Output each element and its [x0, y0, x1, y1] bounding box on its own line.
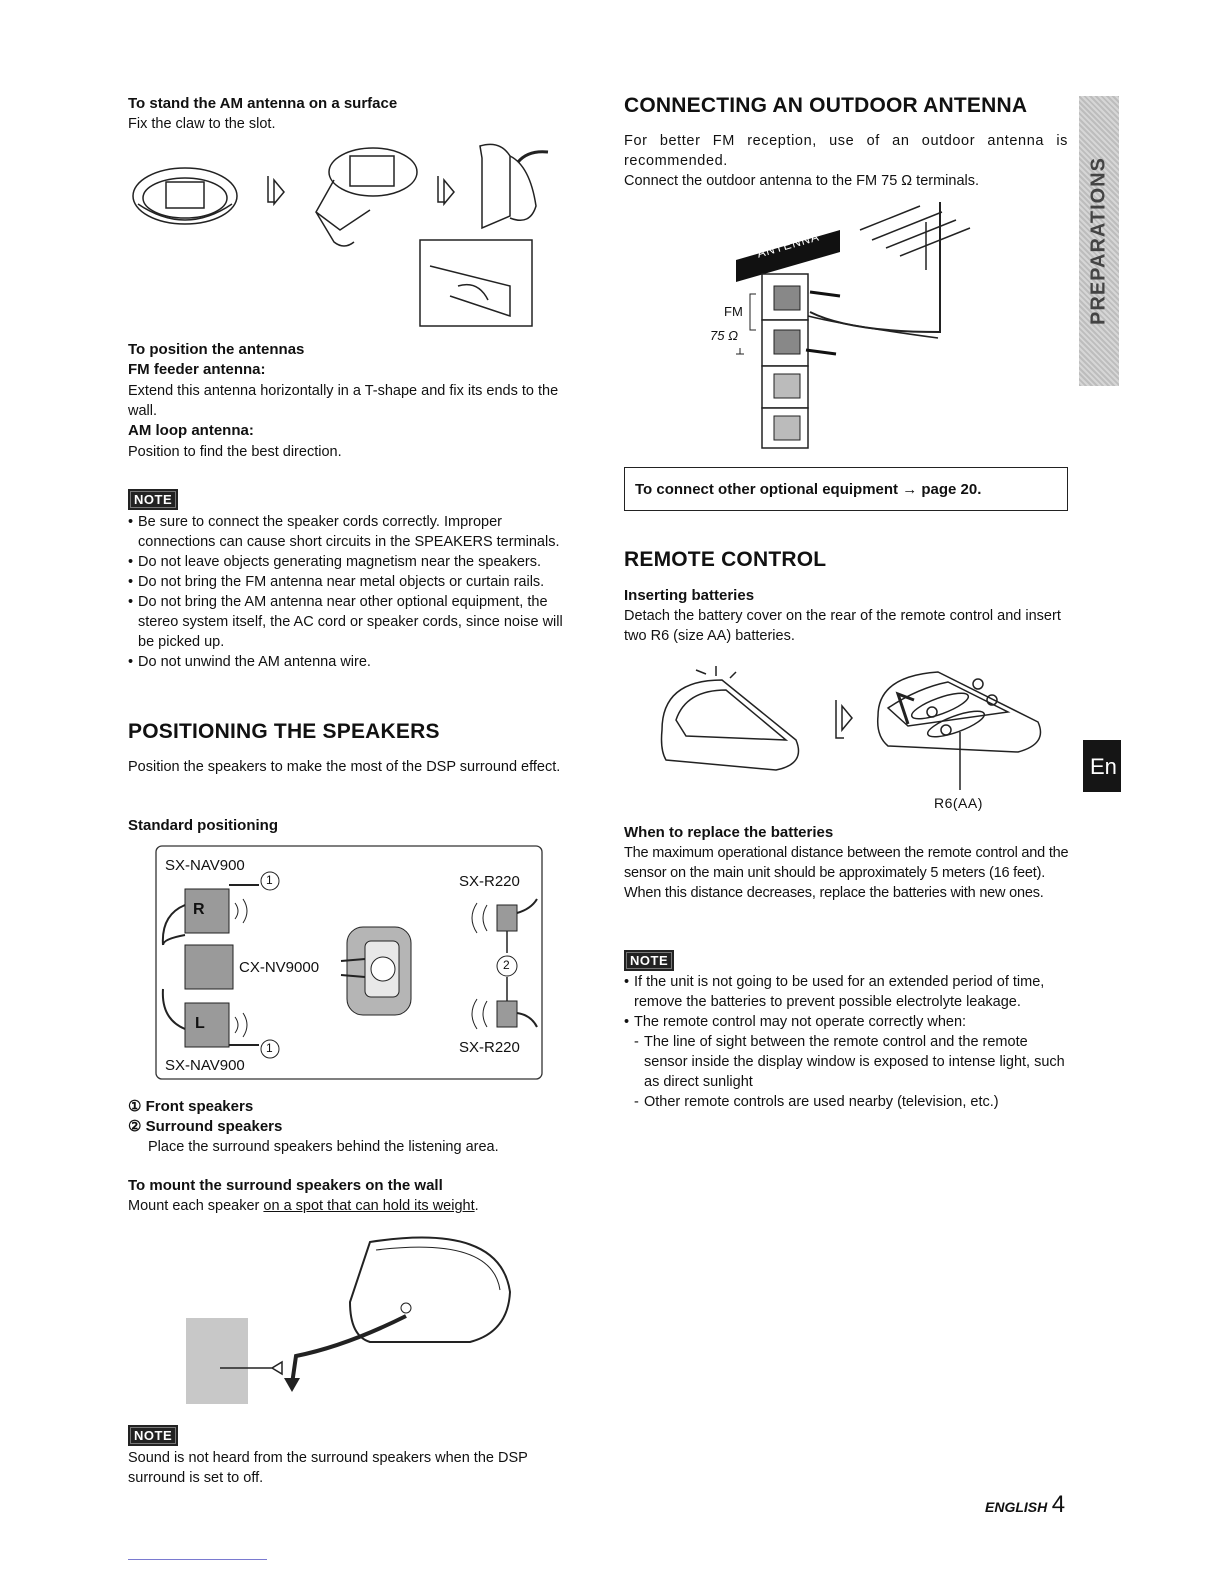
standard-positioning-heading: Standard positioning — [128, 817, 278, 834]
rear-speaker-top-label: SX-R220 — [459, 873, 520, 890]
footer-language: ENGLISH — [985, 1499, 1048, 1515]
outdoor-antenna-title: CONNECTING AN OUTDOOR ANTENNA — [624, 94, 1028, 117]
language-tab — [1083, 740, 1121, 792]
page-footer — [985, 1491, 1065, 1519]
positioning-text: Position the speakers to make the most of the DSP surround effect. — [128, 759, 561, 775]
surround-placement-text: Place the surround speakers behind the listening area. — [148, 1139, 499, 1155]
marker-front-bottom: 1 — [266, 1041, 273, 1055]
wall-mount-illustration — [180, 1228, 520, 1408]
rear-speaker-bottom-label: SX-R220 — [459, 1039, 520, 1056]
optional-equipment-box — [624, 467, 1068, 511]
list-item: • Do not leave objects generating magnetism near the speakers. — [128, 552, 576, 572]
legend-front: ① Front speakers — [128, 1098, 254, 1115]
outdoor-antenna-text: For better FM reception, use of an outdoor antenna is recommended. — [624, 133, 1068, 169]
note-list-2 — [624, 972, 1070, 1112]
battery-type-label: R6(AA) — [934, 795, 983, 811]
am-loop-text: Position to find the best direction. — [128, 444, 342, 460]
list-item: • Do not unwind the AM antenna wire. — [128, 652, 576, 672]
center-speaker-label: CX-NV9000 — [239, 959, 320, 976]
remote-control-title: REMOTE CONTROL — [624, 548, 827, 571]
note-badge-2: NOTE — [624, 950, 674, 971]
footer-divider — [128, 1559, 267, 1560]
list-item: • Be sure to connect the speaker cords correctly. Improper connections can cause short circuits in the SPEAKERS terminals. — [128, 512, 576, 552]
fm-feeder-label: FM feeder antenna: — [128, 361, 266, 378]
wall-mount-heading: To mount the surround speakers on the wall — [128, 1177, 443, 1194]
wall-mount-text: Mount each speaker on a spot that can hold its weight. — [128, 1198, 479, 1214]
speaker-positioning-diagram — [155, 845, 543, 1081]
front-speaker-bottom-label: SX-NAV900 — [165, 1057, 245, 1074]
marker-surround: 2 — [503, 958, 510, 972]
language-tab-label: En — [1090, 754, 1117, 779]
stand-am-text: Fix the claw to the slot. — [128, 116, 276, 132]
fm-terminal-label: FM — [724, 304, 743, 319]
note-list-1 — [128, 512, 576, 672]
right-speaker-letter: R — [193, 901, 205, 918]
left-speaker-letter: L — [195, 1015, 205, 1032]
outdoor-antenna-connect: Connect the outdoor antenna to the FM 75 Ω terminals. — [624, 173, 980, 189]
list-item: • If the unit is not going to be used for an extended period of time, remove the batteries to prevent possible electrolyte leakage. — [624, 972, 1070, 1012]
am-antenna-stand-illustration — [128, 136, 578, 332]
inserting-batteries-heading: Inserting batteries — [624, 587, 755, 604]
preparations-tab-label: PREPARATIONS — [1087, 157, 1110, 325]
list-item: • Do not bring the AM antenna near other optional equipment, the stereo system itself, the AC cord or speaker cords, since noise will be picked up. — [128, 592, 576, 652]
replace-batteries-text: The maximum operational distance between the remote control and the sensor on the main unit should be approximately 5 meters (16 feet). When this distance decreases, replace the batteries with new ones. — [624, 845, 1069, 901]
am-loop-label: AM loop antenna: — [128, 422, 254, 439]
note-text-3: Sound is not heard from the surround speakers when the DSP surround is set to off. — [128, 1450, 528, 1486]
note-badge-1: NOTE — [128, 489, 178, 510]
list-item: - Other remote controls are used nearby (television, etc.) — [634, 1092, 1070, 1112]
position-antennas-heading: To position the antennas — [128, 341, 305, 358]
list-item: - The line of sight between the remote control and the remote sensor inside the display window is exposed to intense light, such as direct sunlight — [634, 1032, 1070, 1092]
page-number: 4 — [1051, 1491, 1066, 1518]
legend-surround: ② Surround speakers — [128, 1118, 283, 1135]
outdoor-antenna-illustration — [700, 200, 990, 452]
fm-feeder-text: Extend this antenna horizontally in a T-shape and fix its ends to the wall. — [128, 383, 559, 419]
list-item: • The remote control may not operate correctly when: — [624, 1012, 1070, 1032]
ohm-terminal-label: 75 Ω — [710, 328, 738, 343]
preparations-tab — [1079, 96, 1119, 386]
front-speaker-top-label: SX-NAV900 — [165, 857, 245, 874]
positioning-title: POSITIONING THE SPEAKERS — [128, 720, 440, 743]
inserting-batteries-text: Detach the battery cover on the rear of the remote control and insert two R6 (size AA) batteries. — [624, 608, 1061, 644]
stand-am-heading: To stand the AM antenna on a surface — [128, 95, 398, 112]
list-item: • Do not bring the FM antenna near metal objects or curtain rails. — [128, 572, 576, 592]
optional-equipment-text: To connect other optional equipment → page 20. — [635, 481, 982, 498]
replace-batteries-heading: When to replace the batteries — [624, 824, 834, 841]
antenna-label: ANTENNA — [755, 229, 822, 261]
marker-front-top: 1 — [266, 873, 273, 887]
note-badge-3: NOTE — [128, 1425, 178, 1446]
battery-insertion-illustration — [656, 660, 1046, 800]
